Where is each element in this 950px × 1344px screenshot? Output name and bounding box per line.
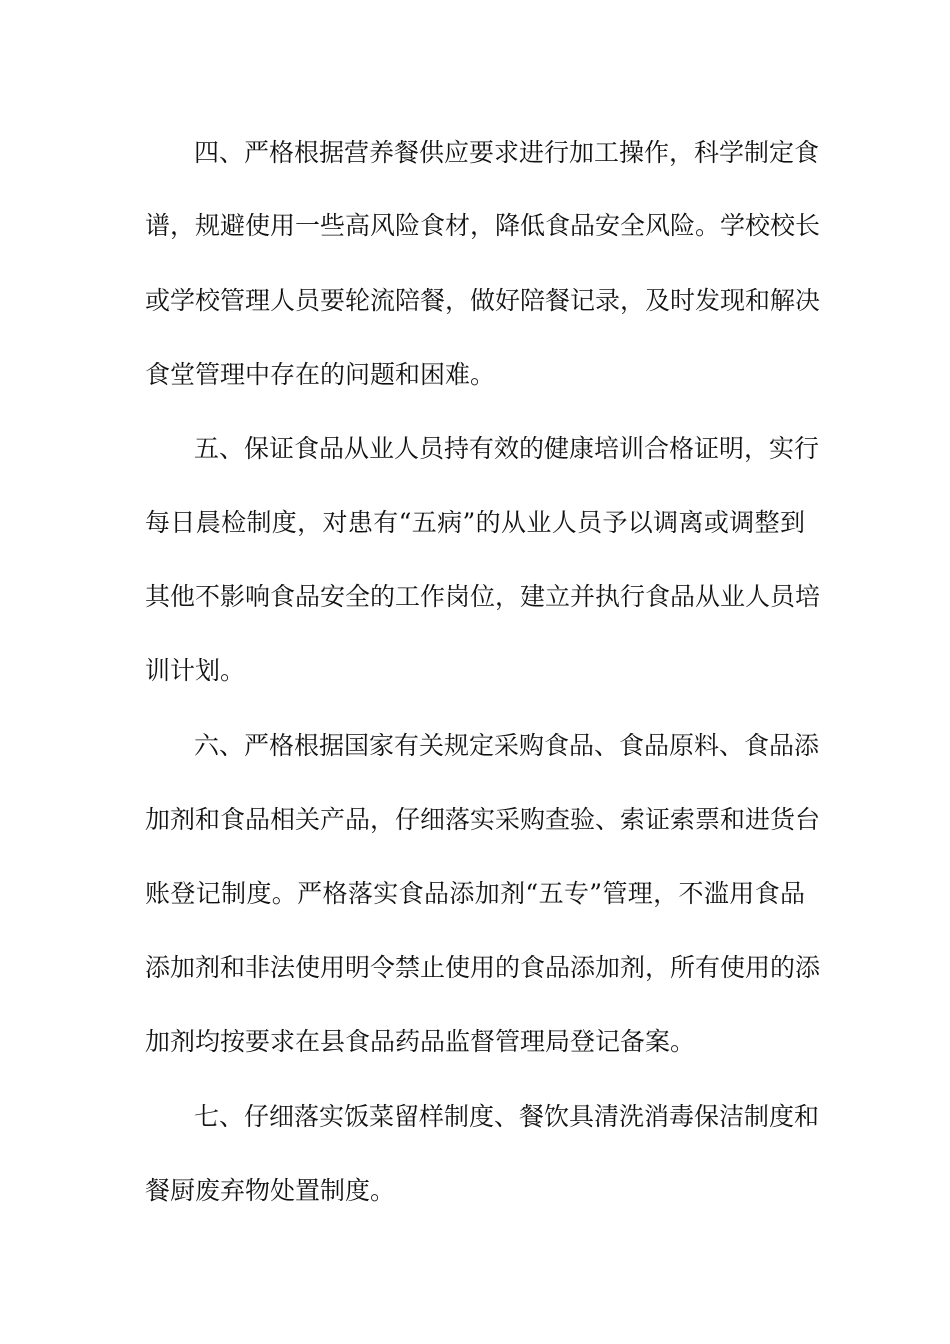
paragraph-7-line-2: 餐厨废弃物处置制度。 [145, 1176, 396, 1205]
paragraph-6-line-1: 六、严格根据国家有关规定采购食品、食品原料、食品添 [194, 731, 820, 760]
paragraph-5-line-2: 每日晨检制度，对患有“五病”的从业人员予以调离或调整到 [145, 508, 805, 537]
paragraph-4-line-1: 四、严格根据营养餐供应要求进行加工操作，科学制定食 [194, 138, 820, 167]
paragraph-7-line-1: 七、仔细落实饭菜留样制度、餐饮具清洗消毒保洁制度和 [194, 1102, 820, 1131]
paragraph-5-line-3: 其他不影响食品安全的工作岗位，建立并执行食品从业人员培 [145, 582, 821, 611]
paragraph-6-line-3: 账登记制度。严格落实食品添加剂“五专”管理，不滥用食品 [145, 879, 805, 908]
paragraph-4-line-4: 食堂管理中存在的问题和困难。 [145, 360, 496, 389]
paragraph-4-line-2: 谱，规避使用一些高风险食材，降低食品安全风险。学校校长 [145, 211, 821, 240]
paragraph-5-line-4: 训计划。 [145, 656, 246, 685]
paragraph-6-line-5: 加剂均按要求在县食品药品监督管理局登记备案。 [145, 1027, 696, 1056]
paragraph-4-line-3: 或学校管理人员要轮流陪餐，做好陪餐记录，及时发现和解决 [145, 286, 821, 315]
paragraph-6-line-4: 添加剂和非法使用明令禁止使用的食品添加剂，所有使用的添 [145, 953, 821, 982]
paragraph-6-line-2: 加剂和食品相关产品，仔细落实采购查验、索证索票和进货台 [145, 805, 821, 834]
paragraph-5-line-1: 五、保证食品从业人员持有效的健康培训合格证明，实行 [194, 434, 820, 463]
